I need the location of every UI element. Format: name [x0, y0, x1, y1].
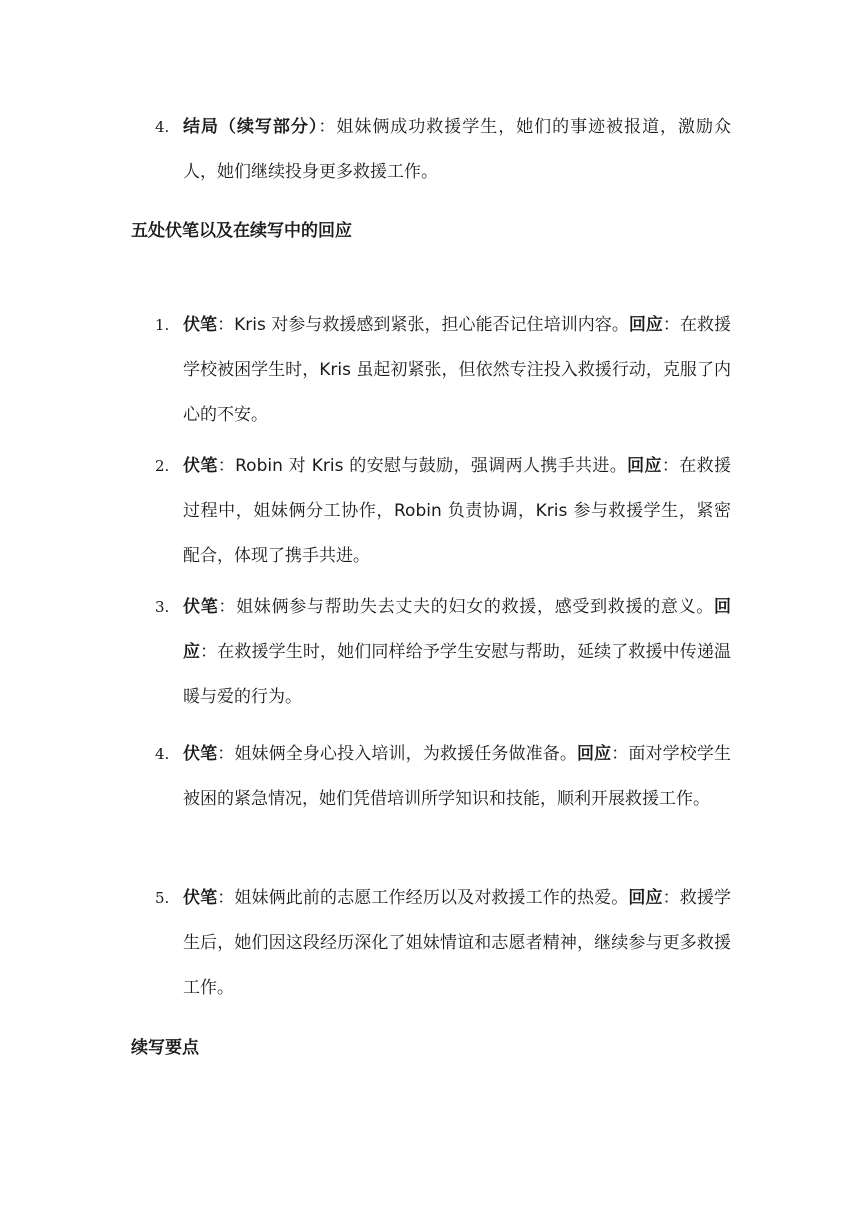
- foreshadowing-label: 伏笔: [183, 888, 218, 908]
- response-label: 回应: [627, 456, 662, 476]
- list-item-body: [183, 732, 731, 822]
- response-text: ：在救援学生时，她们同样给予学生安慰与帮助，延续了救援中传递温暖与爱的行为。: [183, 642, 732, 707]
- list-number: 5.: [155, 889, 170, 907]
- list-number: 3.: [155, 598, 170, 616]
- response-label: 回应: [576, 744, 612, 764]
- foreshadowing-label: 伏笔: [183, 744, 218, 764]
- list-number: 2.: [155, 457, 170, 475]
- list-number: 1.: [155, 316, 170, 334]
- response-text: ：面对学校学生被困的紧急情况，她们凭借培训所学知识和技能，顺利开展救援工作。: [183, 744, 732, 809]
- item-label: 结局（续写部分）: [183, 117, 319, 137]
- foreshadowing-label: 伏笔: [183, 456, 218, 476]
- foreshadowing-item-1: [131, 303, 731, 438]
- foreshadowing-text: ：姐妹俩全身心投入培训，为救援任务做准备。: [217, 744, 577, 764]
- foreshadowing-text: ：Robin 对 Kris 的安慰与鼓励，强调两人携手共进。: [217, 456, 628, 476]
- response-text: ：救援学生后，她们因这段经历深化了姐妹情谊和志愿者精神，继续参与更多救援工作。: [183, 888, 732, 998]
- foreshadowing-item-5: [131, 876, 731, 1011]
- foreshadowing-label: 伏笔: [183, 315, 218, 335]
- foreshadowing-item-3: [131, 585, 731, 720]
- foreshadowing-label: 伏笔: [183, 597, 219, 617]
- foreshadowing-item-2: [131, 444, 731, 579]
- section-heading-foreshadowing: 五处伏笔以及在续写中的回应: [131, 221, 352, 241]
- list-number: 4.: [155, 118, 170, 136]
- list-number: 4.: [155, 745, 170, 763]
- foreshadowing-text: ：姐妹俩此前的志愿工作经历以及对救援工作的热爱。: [217, 888, 629, 908]
- ending-list-item: [131, 105, 731, 195]
- list-item-body: [183, 876, 731, 1011]
- list-item-body: [183, 444, 731, 579]
- list-item-body: [183, 105, 731, 195]
- list-item-body: [183, 303, 731, 438]
- response-label: 回应: [628, 888, 663, 908]
- foreshadowing-text: ：Kris 对参与救援感到紧张，担心能否记住培训内容。: [217, 315, 629, 335]
- item-text: ：姐妹俩成功救援学生，她们的事迹被报道，激励众人，她们继续投身更多救援工作。: [183, 117, 732, 182]
- response-text: ：在救援过程中，姐妹俩分工协作，Robin 负责协调，Kris 参与救援学生，紧密配合，体现了携手共进。: [183, 456, 732, 566]
- response-label: 回应: [628, 315, 663, 335]
- section-heading-writing-points: 续写要点: [131, 1038, 199, 1058]
- response-label: 回应: [183, 597, 732, 662]
- list-item-body: [183, 585, 731, 720]
- foreshadowing-item-4: [131, 732, 731, 822]
- foreshadowing-text: ：姐妹俩参与帮助失去丈夫的妇女的救援，感受到救援的意义。: [218, 597, 715, 617]
- response-text: ：在救援学校被困学生时，Kris 虽起初紧张，但依然专注投入救援行动，克服了内心的不安。: [183, 315, 732, 425]
